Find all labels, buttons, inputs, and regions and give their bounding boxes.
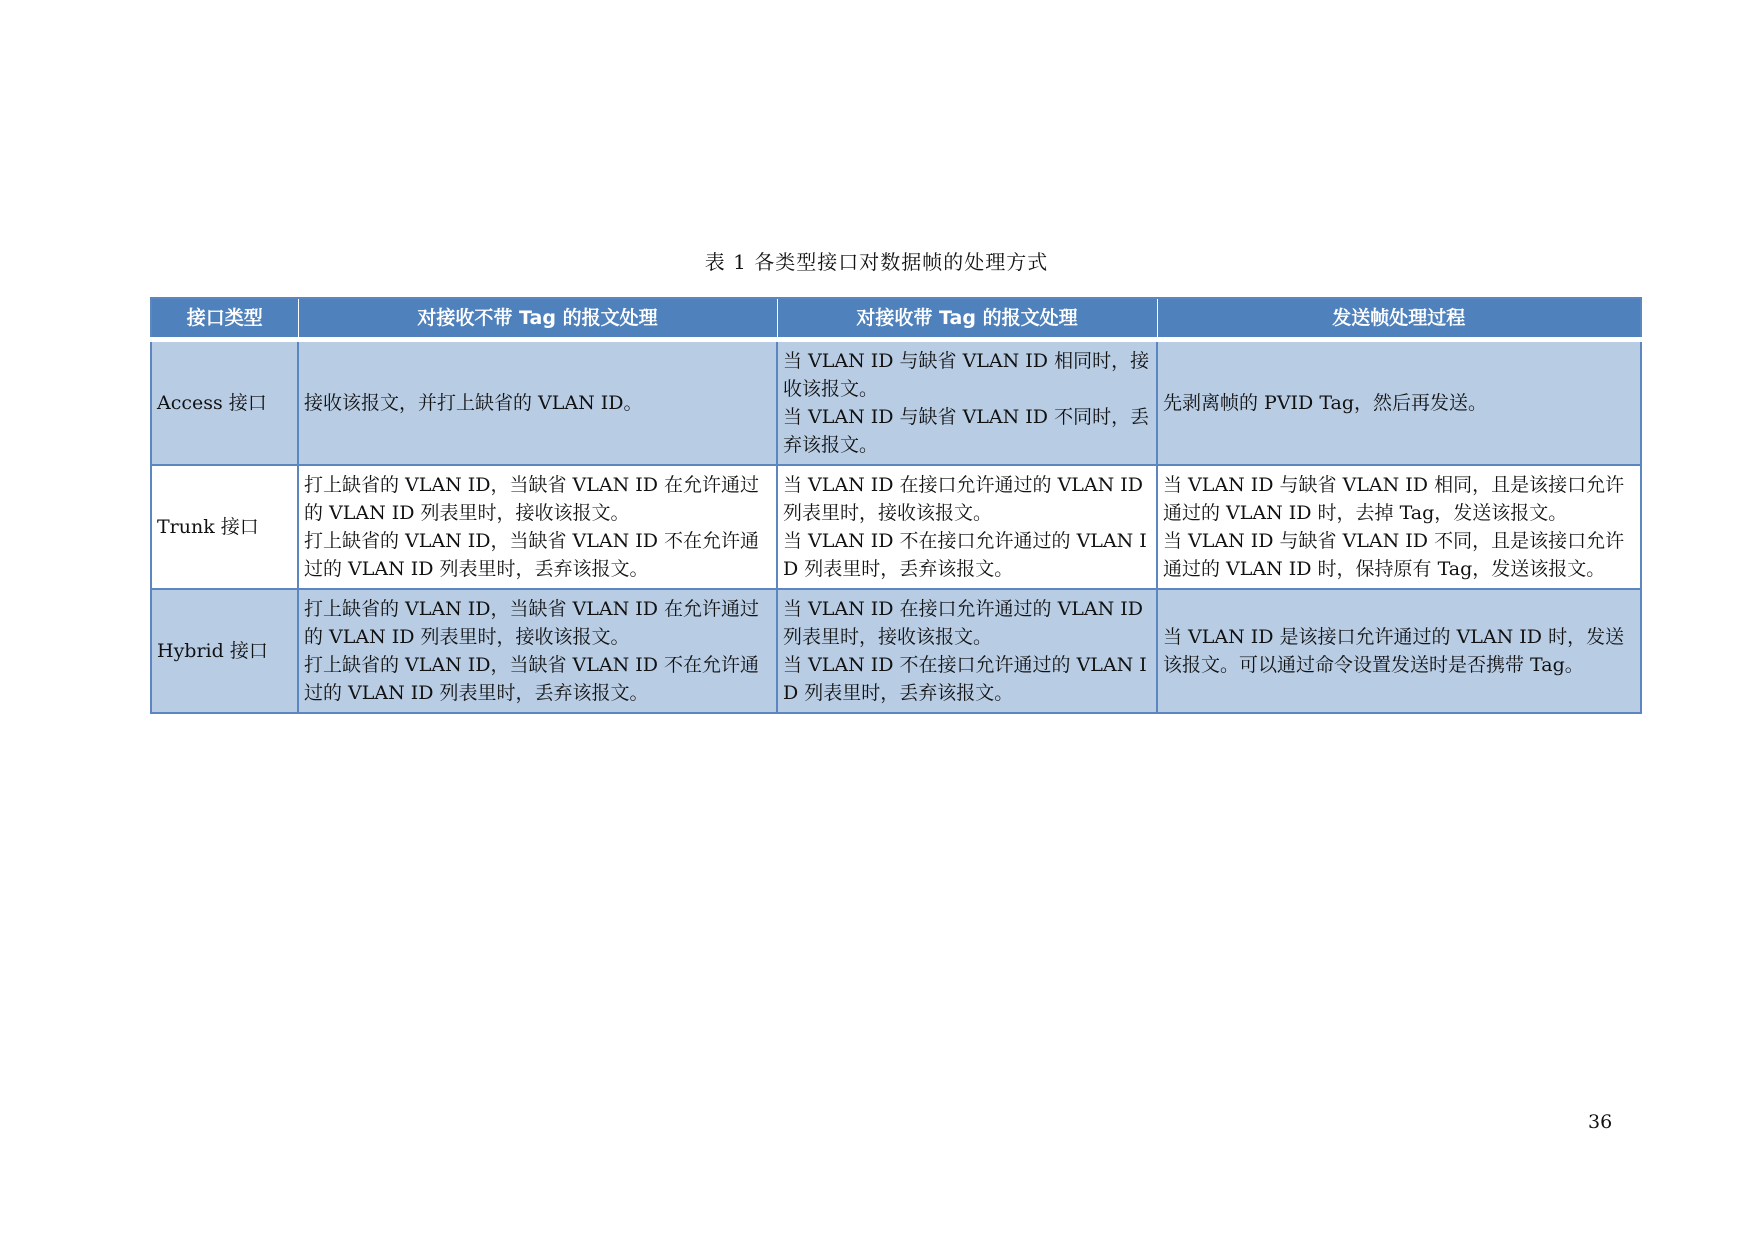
untagged-rule: 打上缺省的 VLAN ID，当缺省 VLAN ID 不在允许通过的 VLAN ID 列表里时，丢弃该报文。	[304, 654, 760, 704]
table-row-trunk	[151, 465, 1641, 589]
send-rule: 当 VLAN ID 与缺省 VLAN ID 不同，且是该接口允许通过的 VLAN ID 时，保持原有 Tag，发送该报文。	[1163, 530, 1625, 580]
table-caption: 表 1 各类型接口对数据帧的处理方式	[704, 250, 1049, 274]
tagged-rule: 当 VLAN ID 不在接口允许通过的 VLAN ID 列表里时，丢弃该报文。	[783, 530, 1147, 580]
header-port-type: 接口类型	[151, 298, 298, 340]
header-untagged-processing: 对接收不带 Tag 的报文处理	[298, 298, 777, 340]
cell-port-type	[151, 340, 298, 466]
cell-tagged	[777, 465, 1157, 589]
untagged-rule: 打上缺省的 VLAN ID，当缺省 VLAN ID 不在允许通过的 VLAN ID 列表里时，丢弃该报文。	[304, 530, 760, 580]
send-rule: 当 VLAN ID 与缺省 VLAN ID 相同，且是该接口允许通过的 VLAN ID 时，去掉 Tag，发送该报文。	[1163, 474, 1625, 524]
cell-untagged	[298, 465, 777, 589]
tagged-rule: 当 VLAN ID 与缺省 VLAN ID 不同时，丢弃该报文。	[783, 406, 1150, 456]
cell-untagged	[298, 340, 777, 466]
tagged-rule: 当 VLAN ID 不在接口允许通过的 VLAN ID 列表里时，丢弃该报文。	[783, 654, 1147, 704]
untagged-rule: 打上缺省的 VLAN ID，当缺省 VLAN ID 在允许通过的 VLAN ID 列表里时，接收该报文。	[304, 474, 760, 524]
vlan-port-processing-table	[150, 297, 1642, 714]
cell-tagged	[777, 340, 1157, 466]
cell-untagged	[298, 589, 777, 713]
cell-send	[1157, 465, 1641, 589]
header-send-processing: 发送帧处理过程	[1157, 298, 1641, 340]
tagged-rule: 当 VLAN ID 在接口允许通过的 VLAN ID 列表里时，接收该报文。	[783, 474, 1144, 524]
table-header-row	[151, 298, 1641, 340]
tagged-rule: 当 VLAN ID 与缺省 VLAN ID 相同时，接收该报文。	[783, 350, 1150, 400]
cell-port-type	[151, 465, 298, 589]
cell-tagged	[777, 589, 1157, 713]
cell-send	[1157, 340, 1641, 466]
cell-port-type	[151, 589, 298, 713]
table-row-access	[151, 340, 1641, 466]
tagged-rule: 当 VLAN ID 在接口允许通过的 VLAN ID 列表里时，接收该报文。	[783, 598, 1144, 648]
send-rule: 先剥离帧的 PVID Tag，然后再发送。	[1163, 392, 1488, 414]
port-type-label: Hybrid 接口	[157, 640, 268, 662]
port-type-label: Trunk 接口	[157, 516, 259, 538]
table-row-hybrid	[151, 589, 1641, 713]
header-tagged-processing: 对接收带 Tag 的报文处理	[777, 298, 1157, 340]
untagged-rule: 打上缺省的 VLAN ID，当缺省 VLAN ID 在允许通过的 VLAN ID 列表里时，接收该报文。	[304, 598, 760, 648]
page-number: 36	[1588, 1111, 1613, 1133]
send-rule: 当 VLAN ID 是该接口允许通过的 VLAN ID 时，发送该报文。可以通过命令设置发送时是否携带 Tag。	[1163, 626, 1625, 676]
cell-send	[1157, 589, 1641, 713]
untagged-rule: 接收该报文，并打上缺省的 VLAN ID。	[304, 392, 643, 414]
port-type-label: Access 接口	[157, 392, 267, 414]
